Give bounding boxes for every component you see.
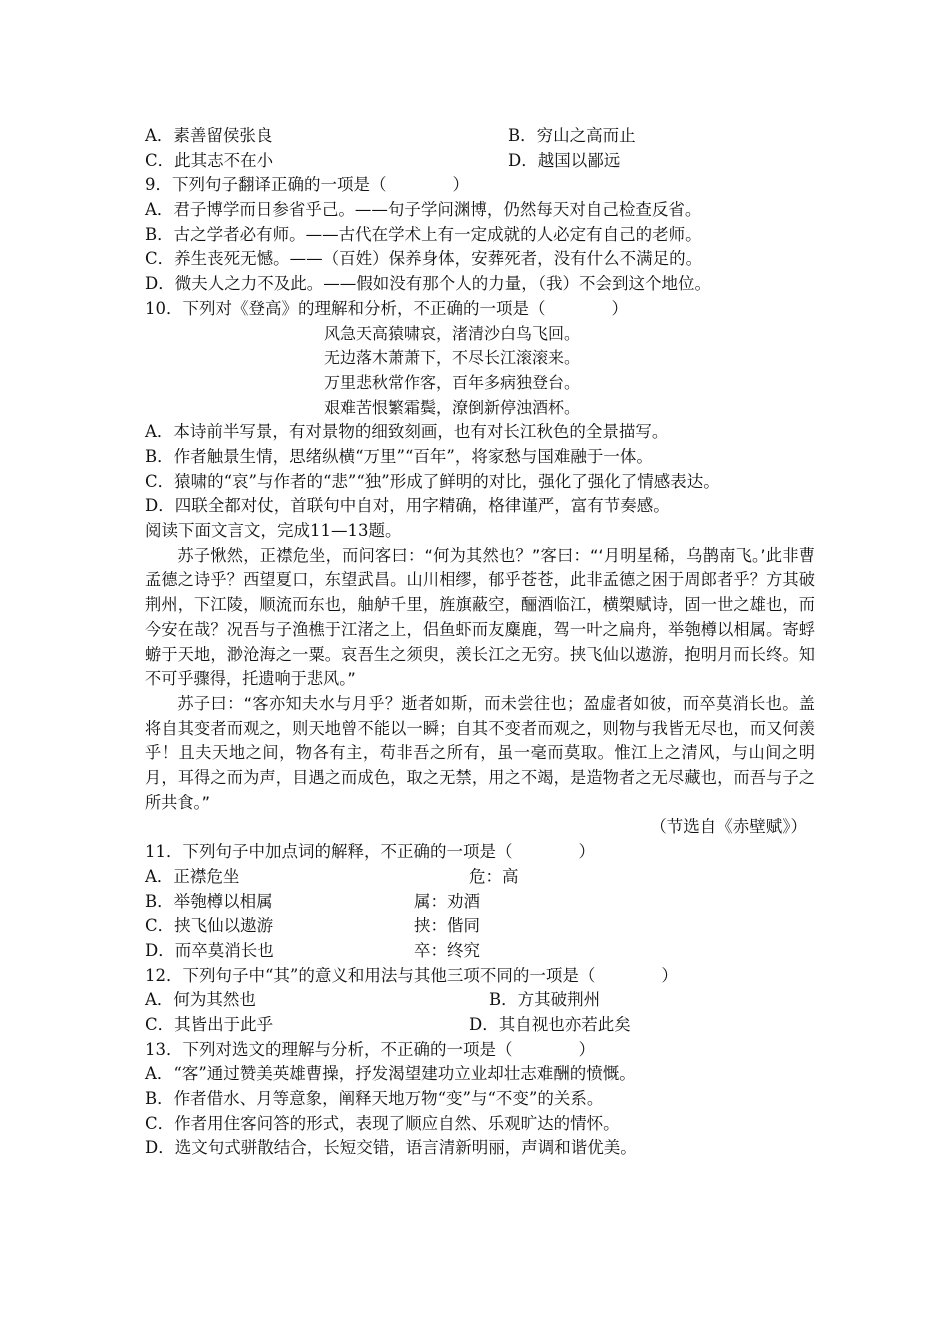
poem-line: 万里悲秋常作客，百年多病独登台。 bbox=[324, 372, 581, 392]
q8-option-a: A．素善留侯张良 bbox=[145, 126, 273, 145]
passage-paragraph-2: 苏子曰：“客亦知夫水与月乎？逝者如斯，而未尝往也；盈虚者如彼，而卒莫消长也。盖将自其变者而观之，则天地曾不能以一瞬；自其不变者而观之，则物与我皆无尽也，而又何羡乎！且夫天地之间，物各有主，苟非吾之所有，虽一毫而莫取。惟江上之清风，与山间之明月，耳得之而为声，目遇之而成色，取之无禁，用之不竭，是造物者之无尽藏也，而吾与子之所共食。” bbox=[145, 693, 815, 812]
exam-page bbox=[145, 124, 815, 1161]
q11-option-explanation: 危：高 bbox=[469, 866, 519, 886]
q13-option-a: A．“客”通过赞美英雄曹操，抒发渴望建功立业却壮志难酬的愤慨。 bbox=[145, 1064, 636, 1084]
q8-option-c: C．此其志不在小 bbox=[145, 150, 274, 170]
q11-option bbox=[145, 939, 815, 964]
q11-option bbox=[145, 890, 815, 915]
q13-stem: 13．下列对选文的理解与分析，不正确的一项是（ ） bbox=[145, 1039, 595, 1059]
q11-option-sentence: A．正襟危坐 bbox=[145, 866, 240, 886]
q12-options-row2 bbox=[145, 1013, 815, 1038]
q10-option-d: D．四联全都对仗，首联句中自对，用字精确，格律谨严，富有节奏感。 bbox=[145, 496, 670, 516]
q9-option-b: B．古之学者必有师。——古代在学术上有一定成就的人必定有自己的老师。 bbox=[145, 224, 702, 244]
q10-option-c: C．猿啸的“哀”与作者的“悲”“独”形成了鲜明的对比，强化了强化了情感表达。 bbox=[145, 471, 720, 491]
poem-line: 无边落木萧萧下，不尽长江滚滚来。 bbox=[324, 348, 581, 368]
q13-option-d: D．选文句式骈散结合，长短交错，语言清新明丽，声调和谐优美。 bbox=[145, 1138, 637, 1158]
q13-option-b: B．作者借水、月等意象，阐释天地万物“变”与“不变”的关系。 bbox=[145, 1089, 604, 1108]
q12-option-a: A．何为其然也 bbox=[145, 990, 256, 1010]
q12-option-b: B．方其破荆州 bbox=[489, 990, 601, 1010]
q8-options-row2 bbox=[145, 149, 815, 174]
q9-stem: 9．下列句子翻译正确的一项是（ ） bbox=[145, 175, 469, 195]
q10-stem: 10．下列对《登高》的理解和分析，不正确的一项是（ ） bbox=[145, 298, 628, 318]
poem-line: 风急天高猿啸哀，渚清沙白鸟飞回。 bbox=[324, 323, 581, 343]
q8-option-b: B．穷山之高而止 bbox=[508, 126, 636, 145]
q11-option-sentence: B．举匏樽以相属 bbox=[145, 891, 273, 911]
q9-option-c: C．养生丧死无憾。——（百姓）保养身体，安葬死者，没有什么不满足的。 bbox=[145, 249, 703, 269]
q8-options-row1 bbox=[145, 124, 815, 149]
passage-source: （节选自《赤壁赋》） bbox=[650, 817, 807, 837]
q11-option-sentence: C．挟飞仙以遨游 bbox=[145, 916, 274, 936]
q11-option bbox=[145, 865, 815, 890]
q12-option-c: C．其皆出于此乎 bbox=[145, 1014, 274, 1034]
reading-intro: 阅读下面文言文，完成11—13题。 bbox=[145, 521, 402, 541]
q9-option-a: A．君子博学而日参省乎己。——句子学问渊博，仍然每天对自己检查反省。 bbox=[145, 200, 702, 220]
q8-option-d: D．越国以鄙远 bbox=[508, 150, 621, 170]
q9-option-d: D．微夫人之力不及此。——假如没有那个人的力量，（我）不会到这个地位。 bbox=[145, 274, 711, 294]
q13-option-c: C．作者用住客问答的形式，表现了顺应自然、乐观旷达的情怀。 bbox=[145, 1113, 620, 1133]
passage-paragraph-1: 苏子愀然，正襟危坐，而问客曰：“何为其然也？”客曰：“‘月明星稀，乌鹊南飞。’此非曹孟德之诗乎？西望夏口，东望武昌。山川相缪，郁乎苍苍，此非孟德之困于周郎者乎？方其破荆州，下江陵，顺流而东也，舳舻千里，旌旗蔽空，酾酒临江，横槊赋诗，固一世之雄也，而今安在哉？况吾与子渔樵于江渚之上，侣鱼虾而友麋鹿，驾一叶之扁舟，举匏樽以相属。寄蜉蝣于天地，渺沧海之一粟。哀吾生之须臾，羡长江之无穷。挟飞仙以遨游，抱明月而长终。知不可乎骤得，托遗响于悲风。” bbox=[145, 545, 815, 689]
q10-option-b: B．作者触景生情，思绪纵横“万里”“百年”，将家愁与国难融于一体。 bbox=[145, 446, 653, 466]
q11-stem: 11．下列句子中加点词的解释，不正确的一项是（ ） bbox=[145, 842, 595, 862]
q12-option-d: D．其自视也亦若此矣 bbox=[469, 1014, 631, 1034]
q11-option-explanation: 卒：终究 bbox=[414, 940, 480, 960]
q11-option-explanation: 挟：偕同 bbox=[414, 916, 480, 936]
q10-option-a: A．本诗前半写景，有对景物的细致刻画，也有对长江秋色的全景描写。 bbox=[145, 422, 669, 442]
poem-line: 艰难苦恨繁霜鬓，潦倒新停浊酒杯。 bbox=[324, 397, 581, 417]
q12-stem: 12．下列句子中“其”的意义和用法与其他三项不同的一项是（ ） bbox=[145, 965, 678, 985]
q11-option-sentence: D．而卒莫消长也 bbox=[145, 940, 274, 960]
q11-option-explanation: 属：劝酒 bbox=[414, 891, 480, 911]
q11-option bbox=[145, 914, 815, 939]
q12-options-row1 bbox=[145, 988, 815, 1013]
